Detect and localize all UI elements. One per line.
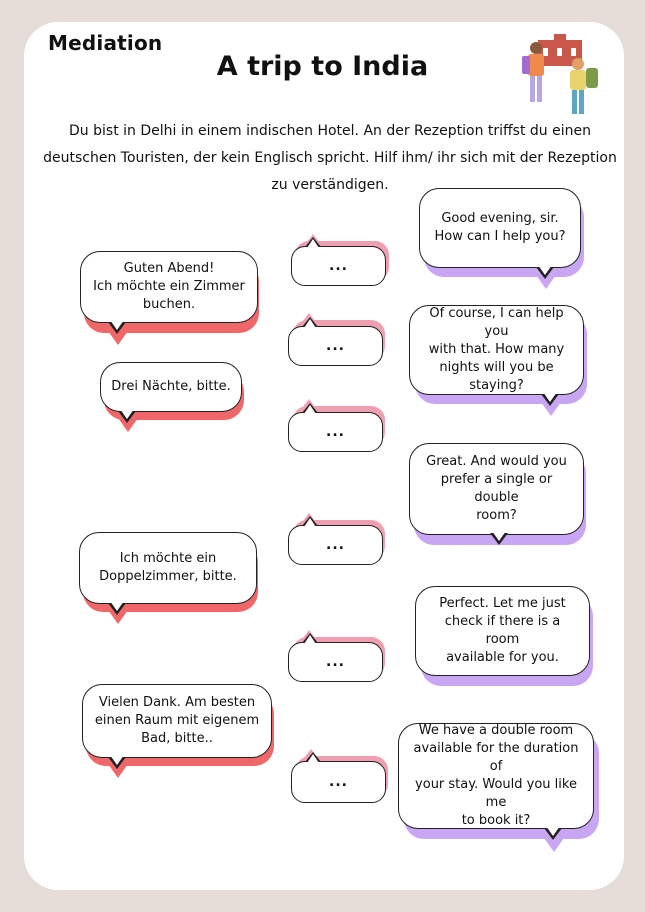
reception-bubble-4: Perfect. Let me just check if there is a room available for you. [415, 586, 590, 676]
instructions [40, 118, 620, 199]
page-title: A trip to India [216, 51, 429, 82]
bubble-tail [302, 317, 318, 327]
reception-bubble-2: Of course, I can help you with that. How many nights will you be staying? [409, 305, 584, 395]
reception-bubble-5: We have a double room available for the duration of your stay. Would you like me to book it? [398, 723, 594, 829]
bubble-tail [541, 394, 559, 406]
bubble-tail [544, 828, 562, 840]
answer-box-2[interactable] [288, 326, 383, 366]
bubble-tail [118, 411, 136, 423]
answer-placeholder: ... [329, 258, 348, 274]
bubble-tail [490, 533, 508, 545]
tourist-bubble-1: Guten Abend! Ich möchte ein Zimmer buchen. [80, 251, 258, 323]
answer-box-1[interactable] [291, 246, 386, 286]
instructions-line-3: zu verständigen. [271, 177, 389, 193]
travelers-icon [516, 34, 608, 118]
reception-bubble-3: Great. And would you prefer a single or double room? [409, 443, 584, 535]
answer-box-5[interactable] [288, 642, 383, 682]
bubble-tail [536, 267, 554, 279]
bubble-tail [108, 603, 126, 615]
bubble-tail [305, 237, 321, 247]
bubble-tail [302, 403, 318, 413]
answer-placeholder: ... [326, 654, 345, 670]
tail-shadow [544, 838, 564, 852]
bubble-tail [305, 752, 321, 762]
bubble-tail [302, 633, 318, 643]
tourist-bubble-3: Ich möchte ein Doppelzimmer, bitte. [79, 532, 257, 604]
bubble-tail [302, 516, 318, 526]
tourist-bubble-2: Drei Nächte, bitte. [100, 362, 242, 412]
bubble-tail [108, 322, 126, 334]
answer-placeholder: ... [329, 774, 348, 790]
answer-box-3[interactable] [288, 412, 383, 452]
reception-bubble-1: Good evening, sir. How can I help you? [419, 188, 581, 268]
instructions-line-2: deutschen Touristen, der kein Englisch spricht. Hilf ihm/ ihr sich mit der Rezeption [43, 150, 617, 166]
answer-box-6[interactable] [291, 761, 386, 803]
answer-box-4[interactable] [288, 525, 383, 565]
instructions-line-1: Du bist in Delhi in einem indischen Hotel. An der Rezeption triffst du einen [69, 123, 591, 139]
tourist-bubble-4: Vielen Dank. Am besten einen Raum mit eigenem Bad, bitte.. [82, 684, 272, 758]
answer-placeholder: ... [326, 537, 345, 553]
section-label: Mediation [48, 31, 163, 55]
answer-placeholder: ... [326, 424, 345, 440]
bubble-tail [108, 757, 126, 769]
answer-placeholder: ... [326, 338, 345, 354]
